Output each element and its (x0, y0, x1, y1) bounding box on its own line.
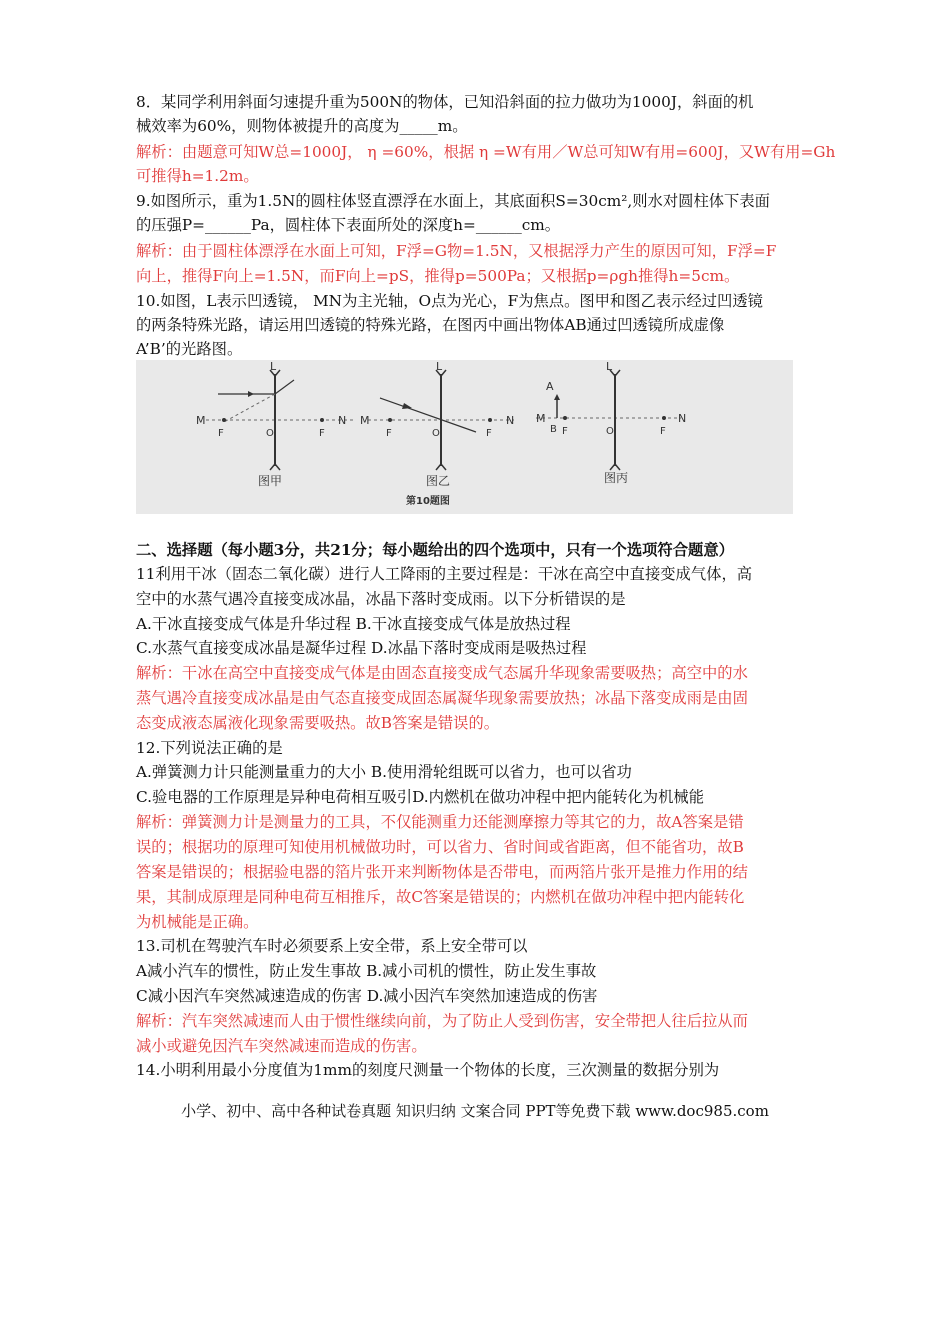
q14-line-1: 14.小明利用最小分度值为1mm的刻度尺测量一个物体的长度，三次测量的数据分别为 (136, 1061, 720, 1079)
label-F: F (218, 428, 224, 439)
q12-line-1: 12.下列说法正确的是 (136, 739, 283, 757)
label-F: F (660, 426, 666, 437)
q9-analysis-1: 解析：由于圆柱体漂浮在水面上可知，F浮=G物=1.5N，又根据浮力产生的原因可知，F浮=F (136, 242, 777, 260)
label-L: L (606, 360, 613, 373)
q12-options-2: C.验电器的工作原理是异种电荷相互吸引D.内燃机在做功冲程中把内能转化为机械能 (136, 788, 704, 806)
q11-line-1: 11利用干冰（固态二氧化碳）进行人工降雨的主要过程是：干冰在高空中直接变成气体，高 (136, 565, 753, 583)
ray-a-out (275, 380, 294, 394)
label-L: L (436, 360, 443, 373)
panel-b (360, 360, 514, 488)
q10-figure (136, 360, 793, 514)
q9-line-1: 9.如图所示，重为1.5N的圆柱体竖直漂浮在水面上，其底面积S=30cm²,则水对圆柱体下表面 (136, 192, 770, 210)
label-M: M (360, 414, 370, 427)
q11-analysis-1: 解析：干冰在高空中直接变成气体是由固态直接变成气态属升华现象需要吸热；高空中的水 (136, 664, 748, 682)
lens-diagrams (136, 360, 793, 514)
panel-a (196, 360, 356, 488)
label-F: F (562, 426, 568, 437)
q13-analysis-2: 减小或避免因汽车突然减速而造成的伤害。 (136, 1037, 427, 1055)
panel-c-title: 图丙 (604, 471, 629, 485)
q10-line-2: 的两条特殊光路，请运用凹透镜的特殊光路，在图丙中画出物体AB通过凹透镜所成虚像 (136, 316, 725, 334)
label-F: F (319, 428, 325, 439)
q12-analysis-5: 为机械能是正确。 (136, 913, 259, 931)
label-N: N (678, 412, 687, 425)
q12-analysis-1: 解析：弹簧测力计是测量力的工具，不仅能测重力还能测摩擦力等其它的力，故A答案是错 (136, 813, 744, 831)
q8-line-1: 8．某同学利用斜面匀速提升重为500N的物体，已知沿斜面的拉力做功为1000J，斜面的机 (136, 93, 754, 111)
q11-options-2: C.水蒸气直接变成冰晶是凝华过程 D.冰晶下落时变成雨是吸热过程 (136, 639, 587, 657)
label-O: O (606, 426, 614, 437)
q11-analysis-3: 态变成液态属液化现象需要吸热。故B答案是错误的。 (136, 714, 500, 732)
q8-line-2: 械效率为60%，则物体被提升的高度为_____m。 (136, 117, 468, 135)
ray-b (380, 398, 476, 432)
q13-options-1: A减小汽车的惯性，防止发生事故 B.减小司机的惯性，防止发生事故 (136, 962, 597, 980)
q9-analysis-2: 向上，推得F向上=1.5N，而F向上=pS，推得p=500Pa；又根据p=ρgh推得h=5cm。 (136, 267, 740, 285)
figure-caption: 第10题图 (406, 496, 450, 507)
q13-analysis-1: 解析：汽车突然减速而人由于惯性继续向前，为了防止人受到伤害，安全带把人往后拉从而 (136, 1012, 748, 1030)
q12-analysis-3: 答案是错误的；根据验电器的箔片张开来判断物体是否带电，而两箔片张开是推力作用的结 (136, 863, 748, 881)
q12-analysis-4: 果，其制成原理是同种电荷互相推斥，故C答案是错误的；内燃机在做功冲程中把内能转化 (136, 888, 745, 906)
label-N: N (338, 414, 347, 427)
q10-line-3: A’B’的光路图。 (136, 340, 243, 358)
q13-options-2: C减小因汽车突然减速造成的伤害 D.减小因汽车突然加速造成的伤害 (136, 987, 598, 1005)
label-N: N (506, 414, 515, 427)
q9-line-2: 的压强P=______Pa，圆柱体下表面所处的深度h=______cm。 (136, 216, 561, 234)
q13-line-1: 13.司机在驾驶汽车时必须要系上安全带，系上安全带可以 (136, 937, 528, 955)
label-L: L (270, 360, 277, 373)
label-M: M (196, 414, 206, 427)
page-footer: 小学、初中、高中各种试卷真题 知识归纳 文案合同 PPT等免费下载 www.doc985.com (181, 1102, 769, 1120)
q8-analysis-2: 可推得h=1.2m。 (136, 167, 259, 185)
section-2-heading: 二、选择题（每小题3分，共21分；每小题给出的四个选项中，只有一个选项符合题意） (136, 541, 734, 559)
label-F: F (486, 428, 492, 439)
label-A: A (546, 380, 554, 393)
label-O: O (432, 428, 440, 439)
q10-line-1: 10.如图，L表示凹透镜， MN为主光轴，O点为光心，F为焦点。图甲和图乙表示经过凹透镜 (136, 292, 763, 310)
q8-analysis-1: 解析：由题意可知W总=1000J， η =60%，根据 η =W有用／W总可知W有用=600J，又W有用=Gh (136, 143, 836, 161)
label-M: M (536, 412, 546, 425)
panel-b-title: 图乙 (426, 474, 451, 488)
q12-options-1: A.弹簧测力计只能测量重力的大小 B.使用滑轮组既可以省力，也可以省功 (136, 763, 632, 781)
panel-c (536, 360, 686, 485)
label-F: F (386, 428, 392, 439)
q11-line-2: 空中的水蒸气遇冷直接变成冰晶，冰晶下落时变成雨。以下分析错误的是 (136, 590, 626, 608)
label-B: B (550, 424, 557, 435)
q11-options-1: A.干冰直接变成气体是升华过程 B.干冰直接变成气体是放热过程 (136, 615, 571, 633)
q11-analysis-2: 蒸气遇冷直接变成冰晶是由气态直接变成固态属凝华现象需要放热；冰晶下落变成雨是由固 (136, 689, 748, 707)
panel-a-title: 图甲 (258, 474, 283, 488)
q12-analysis-2: 误的；根据功的原理可知使用机械做功时，可以省力、省时间或省距离，但不能省功，故B (136, 838, 744, 856)
label-O: O (266, 428, 274, 439)
